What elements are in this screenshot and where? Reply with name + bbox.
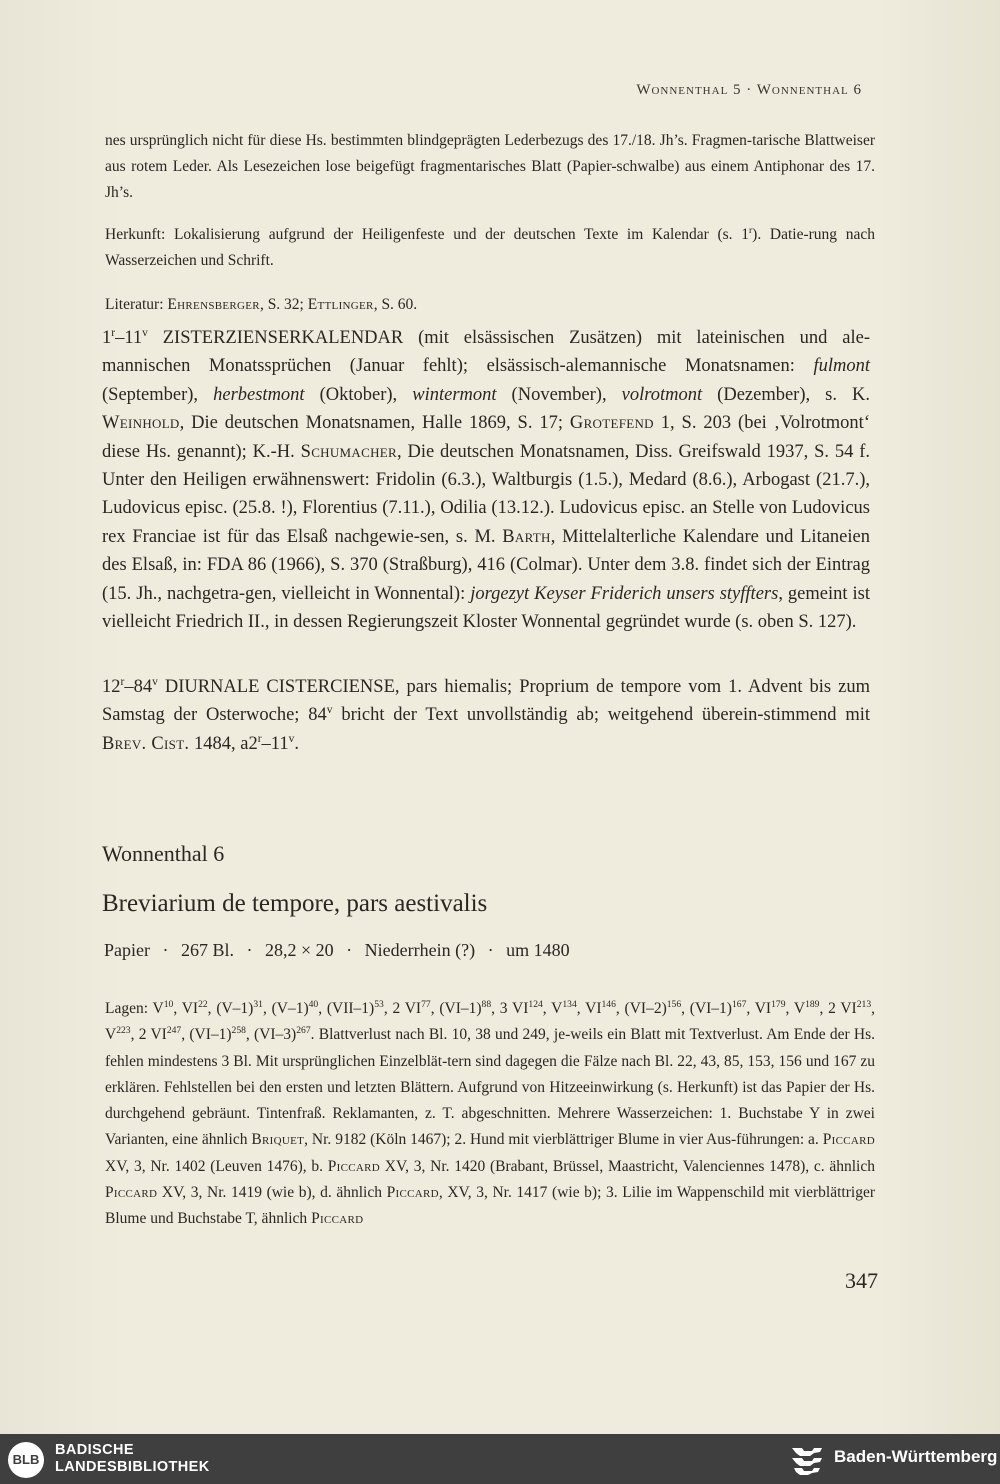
text-segment: , (VI–3) — [245, 1026, 297, 1044]
text-segment: –84 — [124, 677, 153, 697]
text-segment: 1484, a2 — [189, 733, 258, 754]
text-segment: 1 — [102, 328, 112, 348]
meta-size: 28,2 × 20 — [265, 940, 334, 960]
page-number: 347 — [845, 1268, 878, 1293]
state-name[interactable]: Baden-Württemberg — [834, 1447, 998, 1466]
text-segment: Piccard — [822, 1131, 876, 1149]
lions-emblem-icon — [788, 1444, 826, 1476]
text-segment: Lagen: V — [105, 1000, 164, 1017]
literatur-paragraph — [105, 292, 875, 318]
text-segment: , VI — [746, 1000, 772, 1017]
text-segment: volrotmont — [621, 384, 703, 405]
text-segment: 258 — [231, 1025, 246, 1037]
text-segment: Piccard — [386, 1184, 439, 1202]
text-segment: , 2 VI — [819, 1000, 857, 1017]
text-segment: 88 — [481, 998, 492, 1010]
text-segment: , Mittelalterliche Kalendare und Litaneien des Elsaß, in: FDA 86 (1966), S. 370 (Straßburg), 416 (Colmar). Unter dem 3.8. findet sich der Eintrag (15. Jh., nachgetra-gen, vielleicht in Wonnental): — [102, 526, 870, 604]
herkunft-paragraph — [105, 222, 875, 274]
text-segment: Literatur: — [105, 296, 168, 313]
text-segment: 189 — [805, 998, 820, 1010]
text-segment: , Nr. 9182 (Köln 1467); 2. Hund mit vierblättriger Blume in vier Aus-führungen: a. — [304, 1131, 823, 1149]
text-segment: Piccard — [327, 1157, 381, 1175]
meta-origin: Niederrhein (?) — [364, 940, 476, 960]
text-segment: Ettlinger — [307, 296, 374, 313]
text-segment: 247 — [166, 1025, 182, 1037]
text-segment: fulmont — [813, 356, 870, 377]
text-segment: , 2 VI — [383, 1000, 422, 1017]
text-segment: XV, 3, Nr. 1402 (Leuven 1476), b. — [105, 1157, 328, 1175]
text-segment: v — [288, 732, 295, 745]
work-title: Breviarium de tempore, pars aestivalis — [102, 890, 488, 917]
meta-material: Papier — [104, 940, 150, 960]
library-name-line2: LANDESBIBLIOTHEK — [55, 1459, 210, 1475]
text-segment: 12 — [102, 677, 121, 697]
text-segment: r — [120, 675, 125, 688]
text-segment: (Oktober), — [304, 384, 413, 405]
text-segment: (September), — [102, 384, 214, 405]
meta-separator: · — [162, 940, 169, 960]
text-segment: v — [142, 326, 148, 339]
text-segment: 77 — [421, 998, 431, 1010]
text-segment: 134 — [562, 998, 577, 1010]
text-segment: v — [152, 675, 158, 688]
text-segment: 179 — [771, 998, 786, 1010]
text-segment: , V — [105, 1000, 875, 1044]
text-segment: , 2 VI — [130, 1026, 167, 1044]
text-segment: Herkunft: Lokalisierung aufgrund der Heiligenfeste und der deutschen Texte im Kalendar (s. 1 — [105, 226, 749, 243]
text-segment: , V — [785, 1000, 806, 1017]
text-segment: r — [257, 732, 262, 745]
text-segment: r — [111, 326, 116, 339]
text-segment: 10 — [163, 998, 174, 1010]
text-segment: 40 — [308, 998, 319, 1010]
text-segment: , (V–1) — [207, 1000, 254, 1017]
text-segment: Piccard — [311, 1210, 364, 1228]
text-segment: Piccard — [105, 1184, 158, 1202]
text-segment: 223 — [116, 1025, 131, 1037]
text-segment: 167 — [731, 998, 747, 1010]
text-segment: (November), — [496, 384, 622, 405]
library-name[interactable] — [55, 1442, 210, 1476]
text-segment: 22 — [198, 998, 208, 1010]
text-segment: , (VII–1) — [318, 1000, 375, 1017]
text-segment: 146 — [601, 998, 616, 1010]
text-segment: XV, 3, Nr. 1420 (Brabant, Brüssel, Maastricht, Valenciennes 1478), c. ähnlich — [380, 1157, 875, 1175]
text-segment: , Die deutschen Monatsnamen, Diss. Greifswald 1937, S. 54 f. Unter den Heiligen erwähnenswert: Fridolin (6.3.), Waltburgis (1.5.), Medard (8.6.), Arbogast (21.7.), Ludovicus episc. (25.8. !), Florentius (7.11.), Odilia (13.12.). Ludovicus episc. an Stelle von Ludovicus rex Franciae ist für das Elsaß nachgewie-sen, s. M. — [102, 441, 870, 547]
meta-separator: · — [346, 940, 353, 960]
text-segment: herbestmont — [213, 384, 305, 405]
kalendar-paragraph — [102, 324, 870, 636]
text-segment: , (VI–1) — [681, 1000, 732, 1017]
text-segment: , S. 32; — [259, 296, 308, 313]
text-segment: Weinhold — [102, 413, 180, 434]
section-title: Wonnenthal 6 — [102, 841, 225, 866]
text-segment: . — [294, 733, 299, 754]
text-segment: , VI — [576, 1000, 602, 1017]
text-segment: , (VI–1) — [181, 1026, 232, 1044]
codicological-meta — [104, 940, 570, 961]
text-segment: XV, 3, Nr. 1419 (wie b), d. ähnlich — [157, 1184, 387, 1202]
footer-bar — [0, 1434, 1000, 1484]
text-segment: tarische Blattweiser aus rotem Leder. Als Lesezeichen lose beigefügt fragmentarisches Blatt (Papier- — [105, 132, 875, 175]
text-segment: , Die deutschen Monatsnamen, Halle 1869, S. 17; — [179, 413, 570, 434]
binding-paragraph — [105, 128, 875, 206]
meta-separator: · — [246, 940, 253, 960]
text-segment: Schumacher — [300, 441, 397, 462]
text-segment: –11 — [115, 328, 143, 348]
text-segment: DIURNALE CISTERCIENSE, pars hiemalis; Proprium de tempore vom 1. Advent bis zum Samstag der Osterwoche; 84 — [102, 677, 870, 726]
text-segment: 124 — [528, 998, 543, 1010]
text-segment: Grotefend — [569, 413, 654, 434]
text-segment: , V — [542, 1000, 563, 1017]
library-name-line1: BADISCHE — [55, 1442, 134, 1458]
blb-logo[interactable]: BLB — [8, 1442, 44, 1478]
text-segment: ). Datie-rung nach Wasserzeichen und Schrift. — [105, 226, 875, 269]
text-segment: Brev. Cist. — [102, 733, 190, 754]
text-segment: , (VI–2) — [615, 1000, 667, 1017]
meta-date: um 1480 — [506, 940, 570, 960]
text-segment: jorgezyt Keyser Friderich unsers styffters — [470, 583, 779, 604]
text-segment: wintermont — [412, 384, 497, 405]
diurnale-paragraph — [102, 673, 870, 758]
text-segment: 31 — [253, 998, 263, 1010]
text-segment: v — [326, 704, 333, 717]
meta-separator: · — [487, 940, 494, 960]
text-segment: , S. 60. — [373, 296, 418, 313]
text-segment: bricht der Text unvollständig ab; weitgehend überein-stimmend mit — [332, 705, 871, 726]
text-segment: , 3 VI — [491, 1000, 529, 1017]
text-segment: , XV, 3, Nr. 1417 (wie b); 3. Lilie im Wappenschild mit vierblättriger Blume und Buchstabe T, ähnlich — [105, 1184, 875, 1228]
text-segment: , (V–1) — [262, 1000, 309, 1017]
text-segment: Ehrensberger — [167, 296, 260, 313]
text-segment: r — [748, 224, 753, 236]
text-segment: Barth — [502, 526, 551, 547]
text-segment: 267 — [296, 1025, 311, 1037]
text-segment: , gemeint ist vielleicht Friedrich II., in dessen Regierungszeit Kloster Wonnental gegründet wurde (s. oben S. 127). — [102, 583, 871, 633]
text-segment: –11 — [261, 733, 289, 754]
text-segment: Briquet — [251, 1131, 305, 1149]
text-segment: 156 — [666, 998, 682, 1010]
text-segment: schwalbe) aus einem Antiphonar des 17. Jh’s. — [105, 158, 875, 201]
text-segment: . Blattverlust nach Bl. 10, 38 und 249, je-weils ein Blatt mit Textverlust. Am Ende der Hs. fehlen mindestens 3 Bl. Mit ursprünglichen Einzelblät-tern sind dagegen die Fälze nach Bl. 22, 43, 85, 153, 156 und 167 zu erklären. Fehlstellen bei den ersten und letzten Blättern. Aufgrund von Hitzeeinwirkung (s. Herkunft) ist das Papier der Hs. durchgehend gebräunt. Tintenfraß. Reklamanten, z. T. abgeschnitten. Mehrere Wasserzeichen: 1. Buchstabe Y in zwei Varianten, eine ähnlich — [105, 1026, 875, 1149]
text-segment: (Dezember), s. K. — [702, 384, 871, 405]
running-head: Wonnenthal 5 · Wonnenthal 6 — [636, 82, 862, 98]
text-segment: 53 — [374, 998, 384, 1010]
text-segment: 1, S. 203 (bei ‚Volrotmont‘ diese Hs. genannt); K.-H. — [102, 413, 870, 462]
meta-leaves: 267 Bl. — [180, 940, 234, 960]
text-segment: , VI — [173, 1000, 199, 1017]
text-segment: , (VI–1) — [430, 1000, 482, 1017]
text-segment: 213 — [856, 998, 872, 1010]
lagen-paragraph — [105, 996, 875, 1233]
text-segment: nes ursprünglich nicht für diese Hs. bestimmten blindgeprägten Lederbezugs des 17./18. Jh’s. Fragmen- — [105, 132, 753, 149]
text-segment: ZISTERZIENSERKALENDAR (mit elsässischen Zusätzen) mit lateinischen und ale-mannischen Monatssprüchen (Januar fehlt); elsässisch-alemannische Monatsnamen: — [102, 328, 870, 377]
